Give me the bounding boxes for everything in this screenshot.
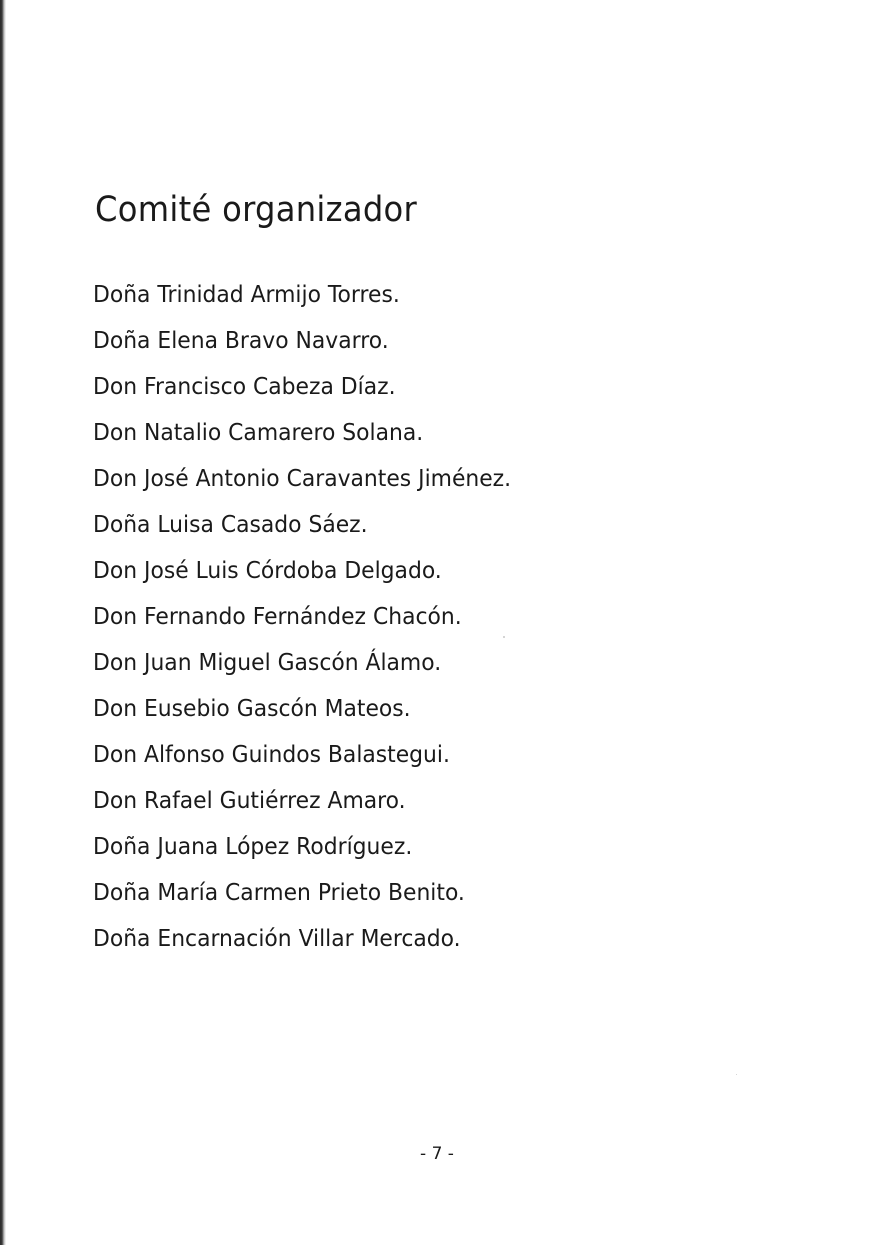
committee-member: Doña Luisa Casado Sáez. [93,510,368,538]
committee-member: Don José Luis Córdoba Delgado. [93,556,442,584]
scan-speck [503,636,505,638]
committee-member-list [93,276,543,966]
committee-member: Don Fernando Fernández Chacón. [93,602,462,630]
committee-member: Doña Elena Bravo Navarro. [93,326,389,354]
committee-member: Doña María Carmen Prieto Benito. [93,878,465,906]
committee-member: Don Alfonso Guindos Balastegui. [93,740,450,768]
committee-member: Don Natalio Camarero Solana. [93,418,424,446]
committee-member: Don Francisco Cabeza Díaz. [93,372,396,400]
committee-member: Doña Encarnación Villar Mercado. [93,924,461,952]
committee-member: Doña Juana López Rodríguez. [93,832,413,860]
committee-member: Don Juan Miguel Gascón Álamo. [93,648,442,676]
committee-member: Don Rafael Gutiérrez Amaro. [93,786,406,814]
scan-left-edge [0,0,6,1245]
committee-member: Doña Trinidad Armijo Torres. [93,280,400,308]
scan-speck [736,1074,737,1075]
committee-member: Don José Antonio Caravantes Jiménez. [93,464,512,492]
committee-member: Don Eusebio Gascón Mateos. [93,694,411,722]
page-number: - 7 - [420,1144,454,1164]
page-title: Comité organizador [95,190,418,230]
